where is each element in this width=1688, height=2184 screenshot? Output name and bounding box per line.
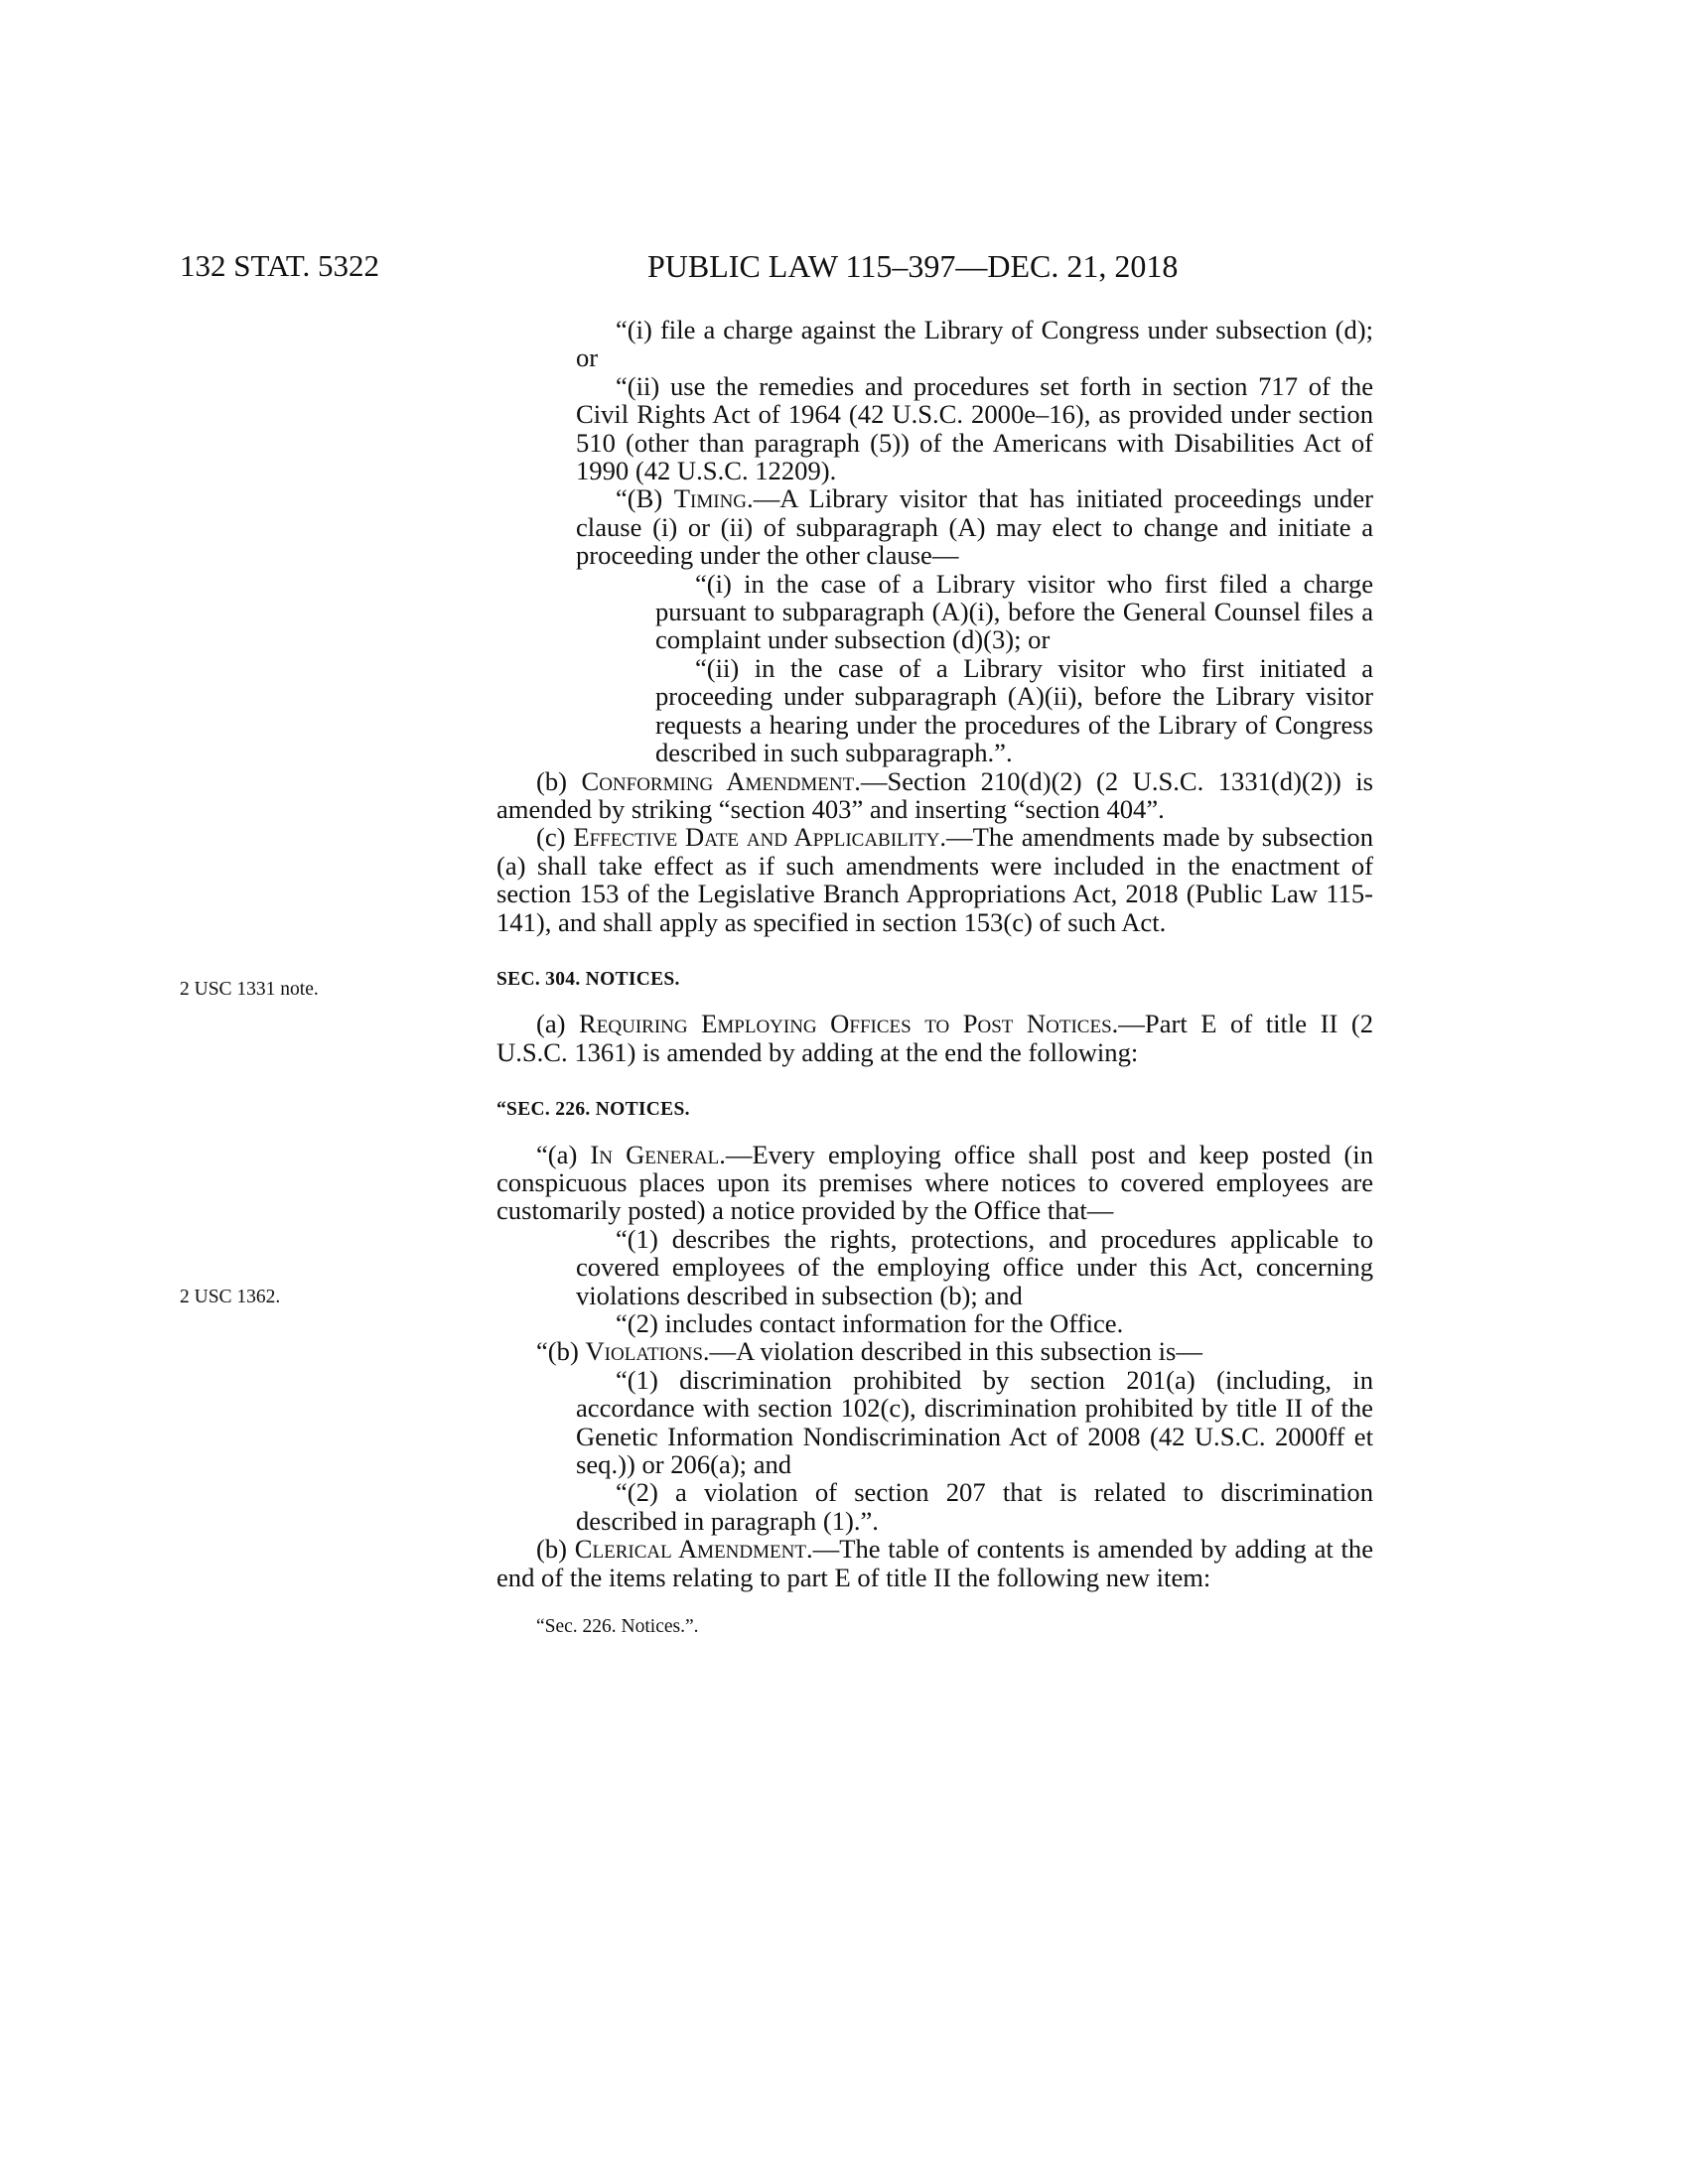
clerical-text: .—The table of contents is amended by adding at the end of the items relating to part E of title II the following new item:: [496, 1534, 1373, 1592]
conforming-amendment: [496, 767, 1373, 824]
in-general-text: .—Every employing office shall post and keep posted (in conspicuous places upon its premises where notices to covered employees are customarily posted) a notice provided by the Office that—: [496, 1139, 1373, 1226]
in-general-2: “(2) includes contact information for the Office.: [616, 1308, 1124, 1338]
requiring-notices: [496, 1010, 1373, 1066]
in-general-heading: In General: [590, 1139, 720, 1169]
timing-prefix: “(B): [616, 483, 674, 514]
conforming-prefix: (b): [536, 765, 582, 796]
requiring-text: .—Part E of title II (2 U.S.C. 1361) is amended by adding at the end the following:: [496, 1009, 1373, 1067]
subparagraph-b-timing: [496, 484, 1373, 569]
margin-note-usc-1362: 2 USC 1362.: [180, 1287, 281, 1307]
conforming-heading: Conforming Amendment: [581, 765, 855, 796]
section-226-heading: “SEC. 226. NOTICES.: [496, 1099, 690, 1121]
clause-a-i: “(i) file a charge against the Library of Congress under subsection (d); or: [576, 315, 1373, 373]
conforming-text: .—Section 210(d)(2) (2 U.S.C. 1331(d)(2)) is amended by striking “section 403” and inserting “section 404”.: [496, 765, 1373, 824]
timing-heading: Timing: [673, 483, 748, 514]
timing-text: .—A Library visitor that has initiated proceedings under clause (i) or (ii) of subparagraph (A) may elect to change and initiate a proceeding under the other clause—: [576, 483, 1373, 571]
law-title-header: PUBLIC LAW 115–397—DEC. 21, 2018: [647, 248, 1179, 284]
violations-heading: Violations: [585, 1336, 703, 1367]
section-304-heading: SEC. 304. NOTICES.: [496, 968, 680, 990]
stat-page-number: 132 STAT. 5322: [180, 248, 380, 283]
effective-date-applicability: [496, 823, 1373, 936]
margin-note-usc-1331: 2 USC 1331 note.: [180, 979, 319, 1000]
document-body: [496, 316, 1373, 1641]
clause-a-ii: “(ii) use the remedies and procedures set forth in section 717 of the Civil Rights Act of 1964 (42 U.S.C. 2000e–16), as provided under section 510 (other than paragraph (5)) of the Americans with Disabilities Act of 1990 (42 U.S.C. 12209).: [576, 370, 1373, 486]
clause-b-ii: “(ii) in the case of a Library visitor who first initiated a proceeding under subparagraph (A)(ii), before the Library visitor requests a hearing under the procedures of the Library of Congress described in such subparagraph.”.: [655, 652, 1373, 768]
requiring-prefix: (a): [536, 1009, 580, 1039]
toc-new-item: “Sec. 226. Notices.”.: [536, 1616, 699, 1638]
violations: [496, 1337, 1373, 1365]
violations-2: “(2) a violation of section 207 that is related to discrimination described in paragraph (1).”.: [576, 1477, 1373, 1536]
effective-prefix: (c): [536, 822, 574, 853]
in-general: [496, 1141, 1373, 1225]
violations-prefix: “(b): [536, 1336, 586, 1367]
in-general-prefix: “(a): [536, 1139, 591, 1169]
clause-b-i: “(i) in the case of a Library visitor who first filed a charge pursuant to subparagraph (A)(i), before the General Counsel files a complaint under subsection (d)(3); or: [655, 568, 1373, 655]
clerical-amendment: [496, 1535, 1373, 1591]
effective-heading: Effective Date and Applicability: [573, 822, 940, 853]
violations-text: .—A violation described in this subsection is—: [702, 1336, 1202, 1367]
violations-1: “(1) discrimination prohibited by section 201(a) (including, in accordance with section 102(c), discrimination prohibited by title II of the Genetic Information Nondiscrimination Act of 2008 (42 U.S.C. 2000ff et seq.)) or 206(a); and: [576, 1364, 1373, 1480]
effective-text: .—The amendments made by subsection (a) shall take effect as if such amendments were included in the enactment of section 153 of the Legislative Branch Appropriations Act, 2018 (Public Law 115-141), and shall apply as specified in section 153(c) of such Act.: [496, 822, 1373, 937]
requiring-heading: Requiring Employing Offices to Post Notices: [579, 1009, 1112, 1039]
clerical-heading: Clerical Amendment: [574, 1534, 806, 1565]
clerical-prefix: (b): [536, 1534, 575, 1565]
in-general-1: “(1) describes the rights, protections, and procedures applicable to covered employees of the employing office under this Act, concerning violations described in subsection (b); and: [576, 1223, 1373, 1310]
